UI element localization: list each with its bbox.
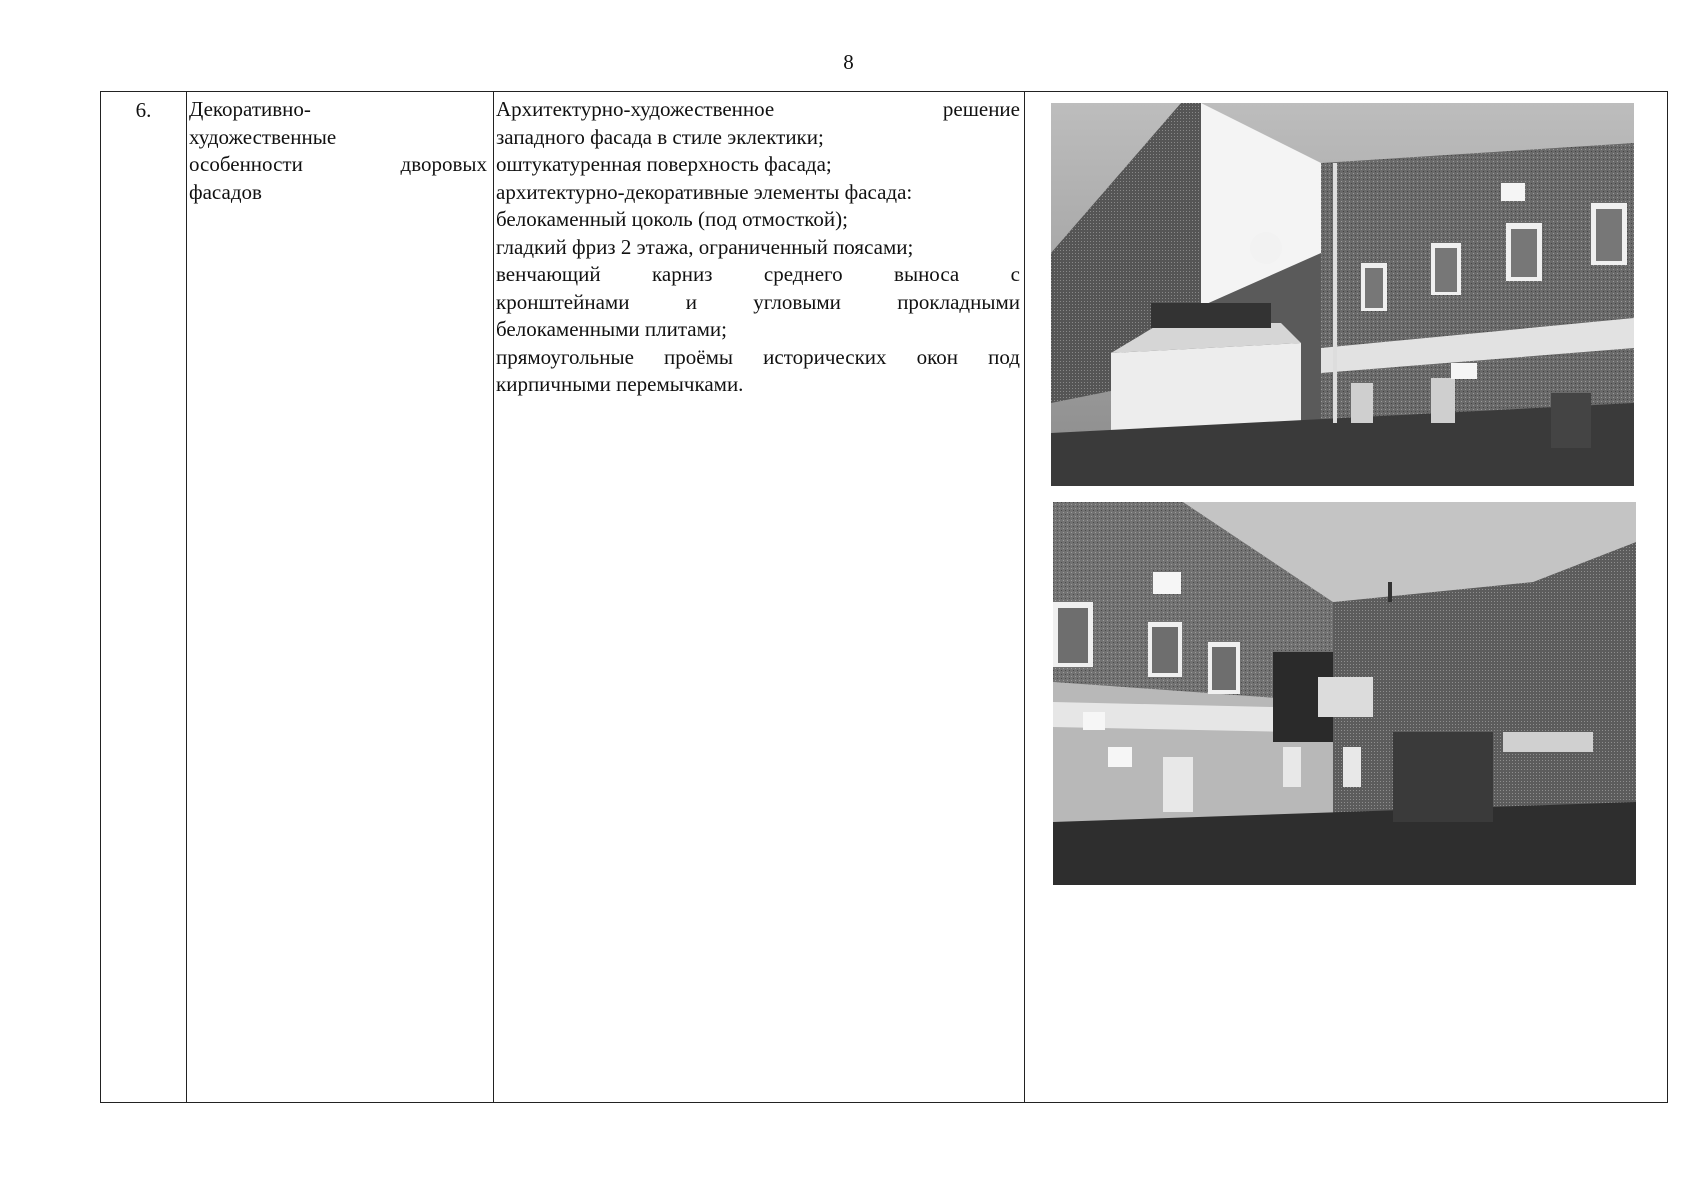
- page-number: 8: [843, 50, 854, 74]
- feature-name-line: художественные: [189, 124, 337, 149]
- facade-photo-2-image: [1053, 502, 1636, 885]
- row-number: 6.: [101, 92, 187, 1103]
- description-line: белокаменными плитами;: [496, 317, 727, 341]
- feature-name-line: особенности дворовых: [189, 152, 487, 176]
- description-line: кирпичными перемычками.: [496, 372, 744, 396]
- description-line: Архитектурно-художественное решение: [496, 97, 1020, 121]
- description-line: западного фасада в стиле эклектики;: [496, 124, 824, 149]
- facade-photo-2: [1053, 502, 1636, 885]
- feature-name-line: Декоративно-: [189, 97, 311, 121]
- description-line: белокаменный цоколь (под отмосткой);: [496, 207, 848, 231]
- description-line: прямоугольные проёмы исторических окон под: [496, 344, 1020, 369]
- description-cell: [494, 92, 1025, 1103]
- description-line: оштукатуренная поверхность фасада;: [496, 152, 832, 176]
- facade-photo-1: [1051, 103, 1634, 486]
- feature-name-cell: [187, 92, 494, 1103]
- description-line: гладкий фриз 2 этажа, ограниченный поясами;: [496, 234, 914, 259]
- description-line: венчающий карниз среднего выноса с: [496, 262, 1020, 286]
- description-line: архитектурно-декоративные элементы фасада:: [496, 179, 913, 204]
- feature-name-line: фасадов: [189, 179, 262, 204]
- facade-photo-1-image: [1051, 103, 1634, 486]
- description-line: кронштейнами и угловыми прокладными: [496, 289, 1020, 314]
